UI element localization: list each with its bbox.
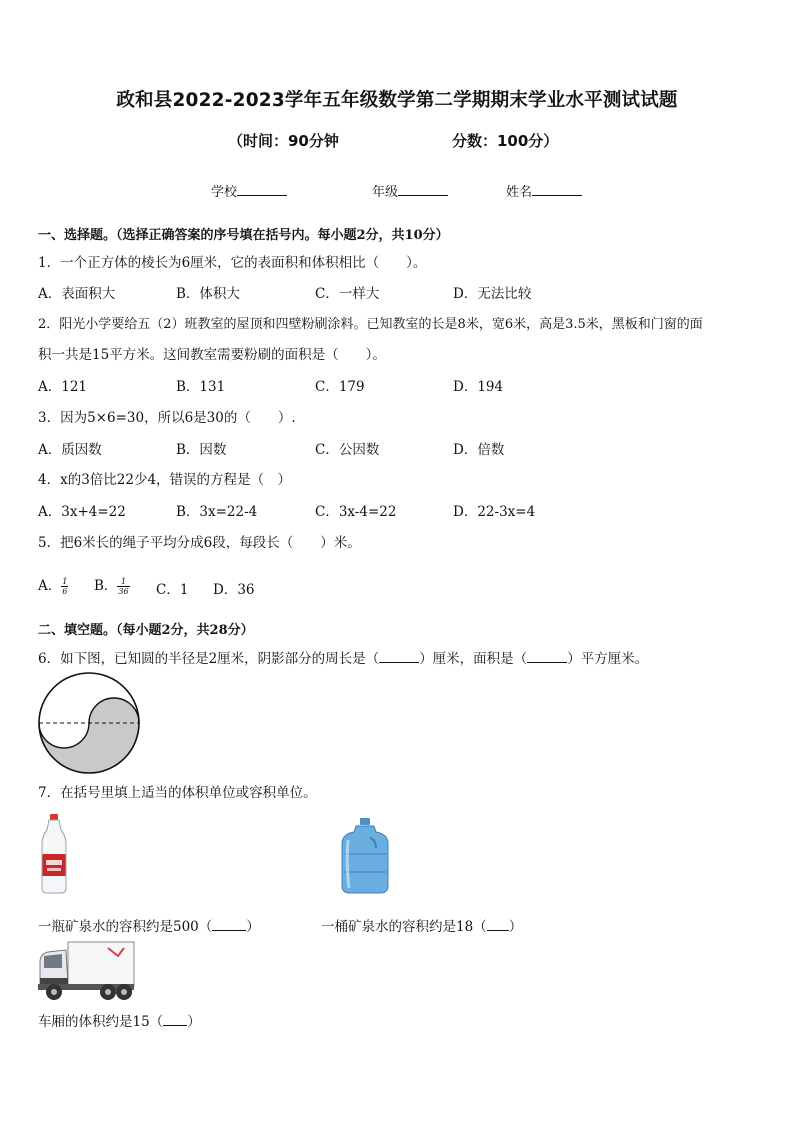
q5-option-a-label: A． [38, 578, 62, 594]
q7-truck-post: ） [187, 1014, 201, 1030]
q7-truck-text [38, 1010, 201, 1030]
page-title: 政和县2022-2023学年五年级数学第二学期期末学业水平测试试题 [116, 90, 678, 111]
q4-option-b[interactable]: B．3x=22-4 [176, 504, 258, 520]
q1-option-c[interactable]: C．一样大 [315, 286, 380, 302]
q1-option-b[interactable]: B．体积大 [176, 286, 240, 302]
water-bottle-icon [40, 814, 68, 894]
q1-option-a[interactable]: A．表面积大 [38, 286, 116, 302]
q2-option-c[interactable]: C．179 [315, 379, 365, 395]
school-label: 学校 [211, 185, 238, 200]
q5-option-b-label: B． [94, 578, 118, 594]
section2-heading: 二、填空题。（每小题2分，共28分） [38, 623, 254, 638]
shaded-region [39, 698, 139, 773]
question-3: 3．因为5×6=30，所以6是30的（ ）. [38, 410, 296, 426]
grade-blank[interactable] [398, 183, 448, 196]
q5-option-c[interactable]: C．1 [156, 582, 189, 598]
truck-icon [38, 940, 136, 1002]
fraction [61, 577, 68, 596]
q5-option-a[interactable] [38, 574, 68, 596]
water-barrel-icon [340, 818, 390, 894]
fraction-denominator: 36 [118, 587, 129, 596]
q7-barrel-post: ） [508, 919, 523, 935]
q3-option-c[interactable]: C．公因数 [315, 442, 380, 458]
q2-option-d[interactable]: D．194 [453, 379, 504, 395]
grade-label: 年级 [372, 185, 399, 200]
q2-option-b[interactable]: B．131 [176, 379, 226, 395]
q5-option-b[interactable] [94, 574, 130, 596]
fraction-numerator: 1 [117, 577, 129, 587]
name-label: 姓名 [506, 185, 533, 200]
q7-bottle-blank[interactable] [212, 918, 246, 931]
question-6 [38, 647, 648, 667]
question-4: 4．x的3倍比22少4，错误的方程是（ ） [38, 472, 292, 488]
q4-option-c[interactable]: C．3x-4=22 [315, 504, 397, 520]
name-blank[interactable] [532, 183, 582, 196]
q7-barrel-text [321, 915, 522, 935]
q3-option-d[interactable]: D．倍数 [453, 442, 505, 458]
q7-truck-pre: 车厢的体积约是15（ [38, 1014, 164, 1030]
circle-figure [37, 671, 141, 775]
question-7: 7．在括号里填上适当的体积单位或容积单位。 [38, 785, 317, 801]
name-field[interactable] [506, 181, 582, 200]
q5-option-d[interactable]: D．36 [213, 582, 255, 598]
exam-score: 分数：100分） [452, 132, 559, 150]
q6-text-b: ）厘米，面积是（ [419, 651, 528, 667]
section1-heading: 一、选择题。（选择正确答案的序号填在括号内。每小题2分，共10分） [38, 228, 449, 243]
q7-barrel-blank[interactable] [487, 918, 509, 931]
q7-barrel-pre: 一桶矿泉水的容积约是18（ [321, 919, 487, 935]
q4-option-a[interactable]: A．3x+4=22 [38, 504, 126, 520]
q6-text-c: ）平方厘米。 [567, 651, 649, 667]
q4-option-d[interactable]: D．22-3x=4 [453, 504, 536, 520]
question-1: 1．一个正方体的棱长为6厘米，它的表面积和体积相比（ ）。 [38, 255, 427, 271]
question-2-line1: 2．阳光小学要给五（2）班教室的屋顶和四壁粉刷涂料。已知教室的长是8米，宽6米，高是3.5米，黑板和门窗的面 [38, 317, 703, 332]
question-5: 5．把6米长的绳子平均分成6段，每段长（ ）米。 [38, 535, 361, 551]
fraction-denominator: 6 [62, 587, 68, 596]
school-blank[interactable] [237, 183, 287, 196]
q7-truck-blank[interactable] [163, 1013, 187, 1026]
fraction-numerator: 1 [62, 577, 68, 586]
q7-bottle-pre: 一瓶矿泉水的容积约是500（ [38, 919, 213, 935]
q7-bottle-text [38, 915, 260, 935]
q6-blank-perimeter[interactable] [379, 650, 419, 663]
fraction [117, 577, 129, 596]
grade-field[interactable] [372, 181, 448, 200]
q1-option-d[interactable]: D．无法比较 [453, 286, 532, 302]
q3-option-b[interactable]: B．因数 [176, 442, 227, 458]
q6-blank-area[interactable] [527, 650, 567, 663]
q3-option-a[interactable]: A．质因数 [38, 442, 102, 458]
q2-option-a[interactable]: A．121 [38, 379, 88, 395]
q7-bottle-post: ） [246, 919, 260, 935]
exam-time: （时间：90分钟 [228, 132, 339, 150]
question-2-line2: 积一共是15平方米。这间教室需要粉刷的面积是（ ）。 [38, 347, 386, 363]
school-field[interactable] [211, 181, 287, 200]
q6-text-a: 6．如下图，已知圆的半径是2厘米，阴影部分的周长是（ [38, 651, 380, 667]
